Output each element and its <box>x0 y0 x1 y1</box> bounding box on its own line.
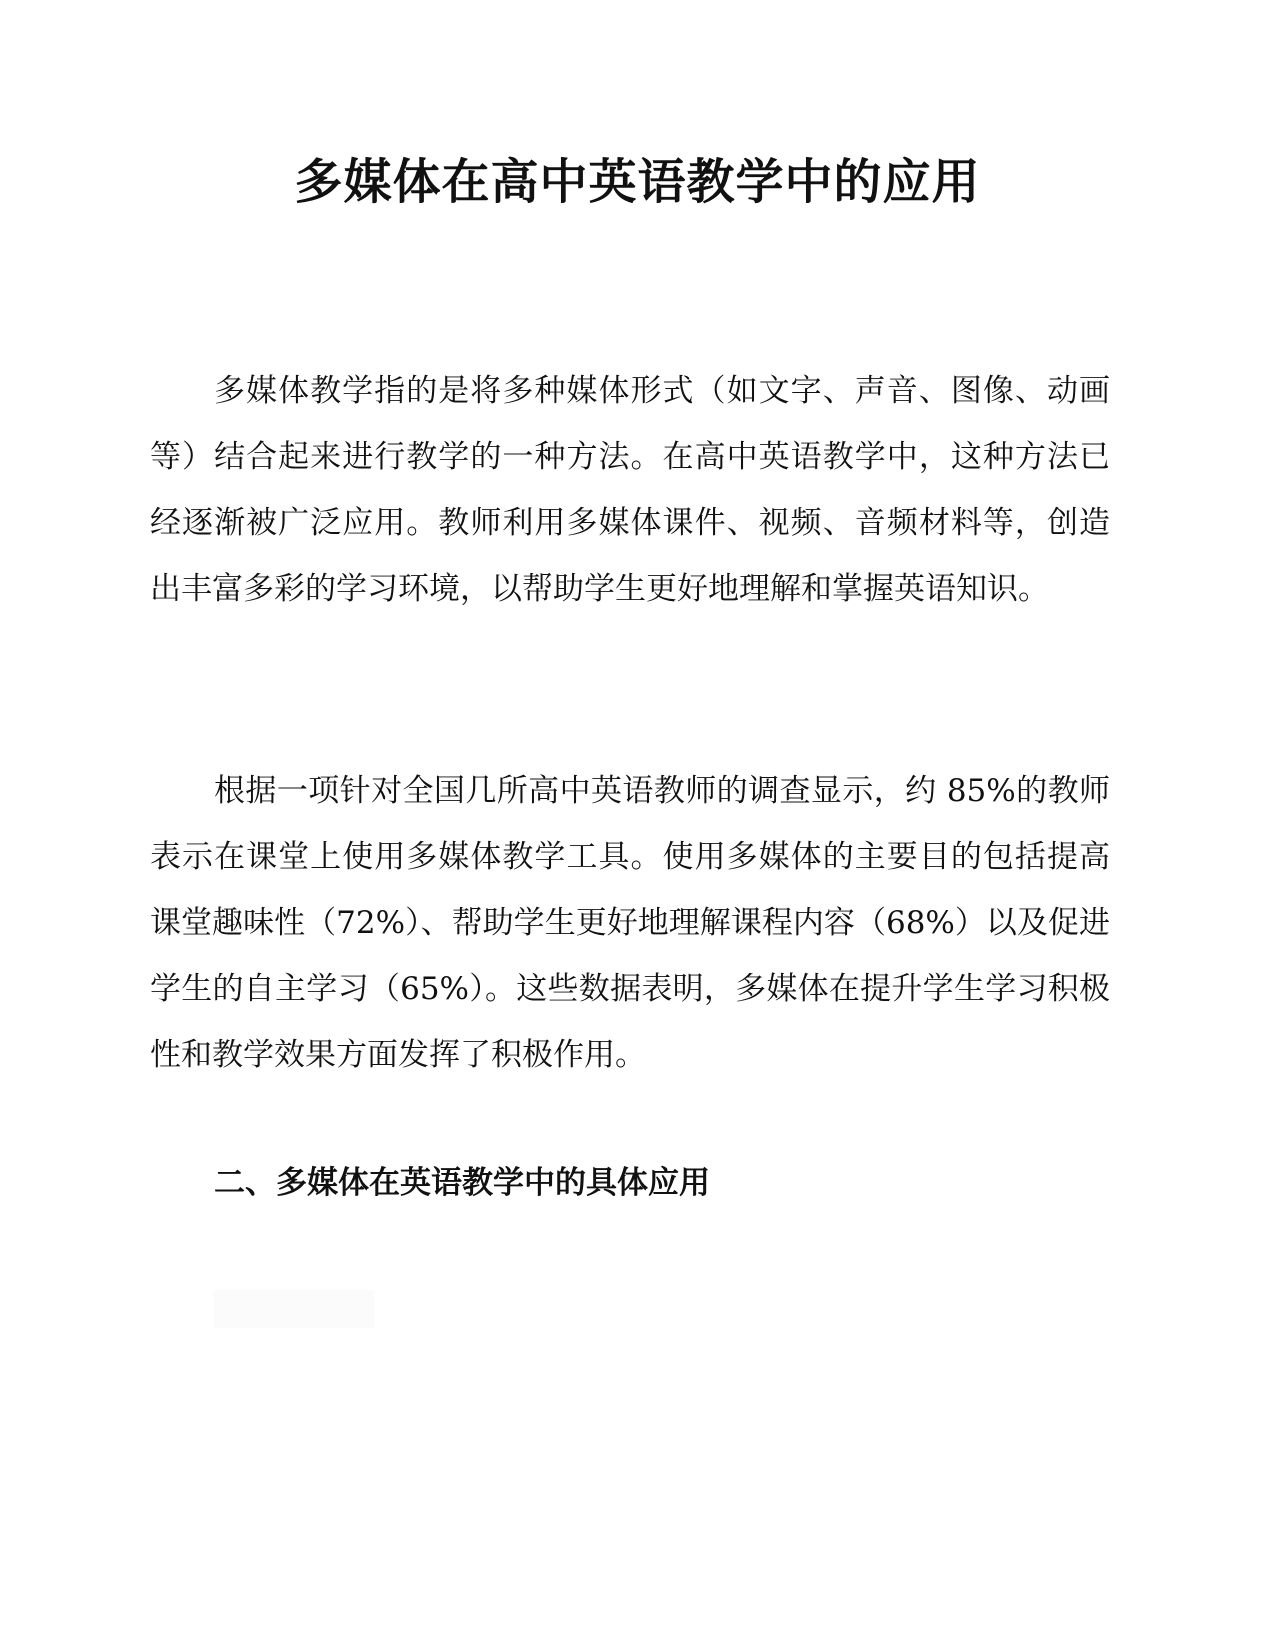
paragraph-intro: 多媒体教学指的是将多种媒体形式（如文字、声音、图像、动画等）结合起来进行教学的一种方法。在高中英语教学中，这种方法已经逐渐被广泛应用。教师利用多媒体课件、视频、音频材料等，创造出丰富多彩的学习环境，以帮助学生更好地理解和掌握英语知识。 <box>150 373 1110 607</box>
section-heading: 二、多媒体在英语教学中的具体应用 <box>214 1165 710 1201</box>
paragraph-survey: 根据一项针对全国几所高中英语教师的调查显示，约 85%的教师表示在课堂上使用多媒体教学工具。使用多媒体的主要目的包括提高课堂趣味性（72%）、帮助学生更好地理解课程内容（68%）以及促进学生的自主学习（65%）。这些数据表明，多媒体在提升学生学习积极性和教学效果方面发挥了积极作用。 <box>150 773 1110 1073</box>
blank-placeholder-block <box>214 1290 374 1328</box>
page-title: 多媒体在高中英语教学中的应用 <box>294 154 981 210</box>
